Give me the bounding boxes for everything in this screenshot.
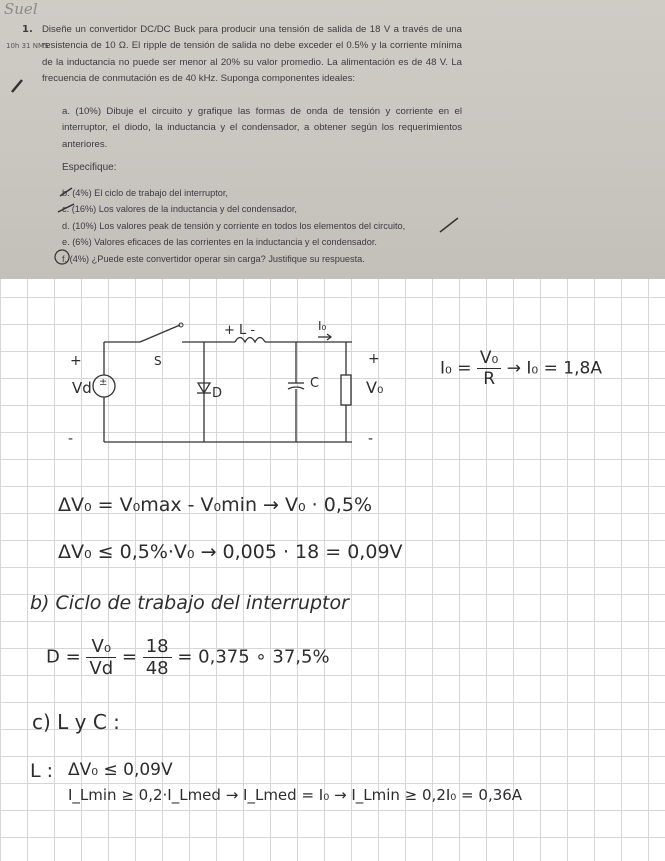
circuit-plus-right: + [368,351,380,367]
c-heading: c) L y C : [32,710,120,734]
io-fraction [477,348,501,389]
problem-statement: Diseñe un convertidor DC/DC Buck para producir una tensión de salida de 18 V a través de una resistencia de 10 Ω. El ripple de tensión de salida no debe exceder el 0.5% y la corriente mínima de la inductancia no puede ser menor al 20% su valor promedio. La alimentación es de 48 V. La frecuencia de conmutación es de 40 kHz. Suponga componentes ideales: [42,24,462,85]
ripple-calculation: ΔV₀ ≤ 0,5%·V₀ → 0,005 · 18 = 0,09V [58,541,403,563]
source-polarity: ± [99,377,108,388]
item-text: (6%) Valores eficaces de las corrientes en la inductancia y el condensador. [72,237,377,248]
photo-header: Suel [4,0,38,18]
io-lhs: I₀ = [440,358,472,379]
l-label: L : [30,760,54,782]
part-a-marker: a. [62,106,71,117]
l-min-current: I_Lmin ≥ 0,2·I_Lmed → I_Lmed = I₀ → I_Lmin ≥ 0,2I₀ = 0,36A [68,786,523,804]
b-heading: b) Ciclo de trabajo del interruptor [30,592,349,614]
duty-result: = 0,375 ∘ 37,5% [177,646,330,668]
item-text: (16%) Los valores de la inductancia y del condensador, [71,204,297,215]
circuit-plus-left: + [70,353,82,369]
switch-label: S [154,354,162,368]
problem-photo [0,0,665,279]
item-text: (4%) ¿Puede este convertidor operar sin carga? Justifique su respuesta. [69,253,365,264]
diode-label: D [212,386,223,401]
ripple-definition: ΔV₀ = V₀max - V₀min → V₀ · 0,5% [58,494,373,516]
item-marker: c. [62,204,70,215]
capacitor-label: C [310,376,320,391]
inductor-label: + L - [224,323,256,338]
item-marker: e. [62,237,70,248]
item-marker: b. [62,188,70,198]
duty-denominator-2: 48 [145,658,169,679]
side-note: 10h 31 NMS [6,42,49,50]
circuit-minus-right: - [368,431,374,447]
duty-cycle-formula [46,636,330,679]
question-number: 1. [22,24,33,35]
io-denominator: R [483,369,496,389]
output-label: V₀ [366,378,384,397]
circuit-minus-left: - [68,431,74,447]
duty-fraction-2 [143,636,172,679]
item-marker: f. [62,253,68,264]
io-result: → I₀ = 1,8A [506,358,602,379]
part-a-text: (10%) Dibuje el circuito y grafique las formas de onda de tensión y corriente en el interruptor, el diodo, la inductancia y el condensador, a obtener según los requerimientos anteriores. [62,106,462,150]
pen-marks [0,0,665,279]
l-ripple-condition: ΔV₀ ≤ 0,09V [68,760,173,780]
io-formula [440,348,602,389]
source-label: Vd [72,379,92,397]
item-text: (10%) Los valores peak de tensión y corriente en todos los elementos del circuito, [72,220,406,231]
item-marker: d. [62,220,70,231]
current-label: I₀ [318,319,327,333]
specify-label: Especifique: [62,162,117,173]
duty-numerator-2: 18 [143,636,172,658]
item-text: (4%) El ciclo de trabajo del interruptor, [72,188,228,198]
duty-denominator-1: Vd [89,658,114,679]
duty-fraction-1 [86,636,116,679]
duty-equals: = [121,646,137,668]
duty-numerator-1: V₀ [86,636,116,658]
io-numerator: V₀ [477,348,501,369]
duty-lhs: D = [46,646,81,668]
